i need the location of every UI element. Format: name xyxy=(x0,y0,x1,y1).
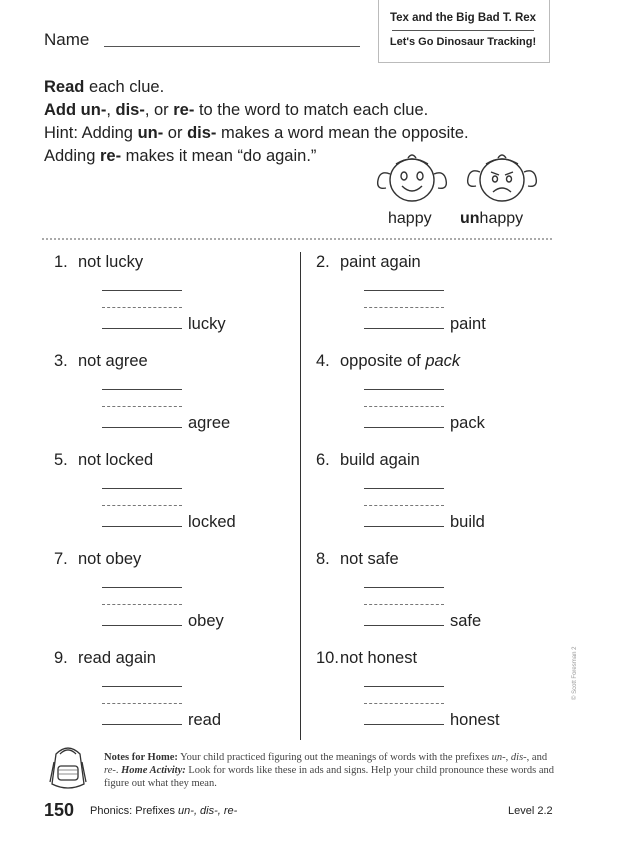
handwriting-mid-line xyxy=(102,505,182,506)
handwriting-top-line xyxy=(102,587,182,588)
exercise-clue xyxy=(54,352,148,371)
handwriting-mid-line xyxy=(364,703,444,704)
book-title-box xyxy=(378,0,550,63)
book-subtitle: Let's Go Dinosaur Tracking! xyxy=(389,36,537,48)
unhappy-face-icon xyxy=(468,155,537,201)
handwriting-top-line xyxy=(102,686,182,687)
happy-label: happy xyxy=(388,210,432,227)
exercise-clue xyxy=(316,550,399,569)
exercise-number: 8. xyxy=(316,550,330,568)
base-word: lucky xyxy=(188,315,226,333)
answer-blank[interactable] xyxy=(102,625,182,626)
base-word: safe xyxy=(450,612,482,630)
handwriting-mid-line xyxy=(364,307,444,308)
answer-blank[interactable] xyxy=(364,427,444,428)
book-title-rule xyxy=(392,30,534,31)
handwriting-mid-line xyxy=(102,604,182,605)
handwriting-mid-line xyxy=(364,604,444,605)
exercise-clue xyxy=(54,649,156,668)
base-word: read xyxy=(188,711,222,729)
exercise-clue xyxy=(316,451,420,470)
base-word: pack xyxy=(450,414,485,432)
footer-subject: Phonics: Prefixes un-, dis-, re- xyxy=(90,805,238,817)
exercise-number: 2. xyxy=(316,253,330,271)
footer-level: Level 2.2 xyxy=(508,805,553,817)
column-divider xyxy=(300,252,301,740)
handwriting-top-line xyxy=(102,290,182,291)
exercise-number: 5. xyxy=(54,451,68,469)
instruction-line-2: Add un-, dis-, or re- to the word to match each clue. xyxy=(44,101,429,119)
exercise-number: 9. xyxy=(54,649,68,667)
clue-text: read again xyxy=(78,649,156,667)
clue-text: opposite of xyxy=(340,352,426,370)
handwriting-mid-line xyxy=(364,406,444,407)
answer-blank[interactable] xyxy=(102,427,182,428)
handwriting-mid-line xyxy=(102,406,182,407)
handwriting-top-line xyxy=(364,587,444,588)
instruction-line-4: Adding re- makes it mean “do again.” xyxy=(44,147,317,165)
answer-blank[interactable] xyxy=(102,724,182,725)
happy-face-icon xyxy=(378,155,447,201)
exercise-number: 1. xyxy=(54,253,68,271)
clue-text: not locked xyxy=(78,451,154,469)
base-word: paint xyxy=(450,315,486,333)
name-label: Name xyxy=(44,30,90,49)
clue-text: paint again xyxy=(340,253,421,271)
clue-text: not obey xyxy=(78,550,142,568)
page-number: 150 xyxy=(44,800,75,820)
clue-text: not safe xyxy=(340,550,399,568)
answer-blank[interactable] xyxy=(102,328,182,329)
handwriting-top-line xyxy=(364,389,444,390)
instruction-line-1: Read each clue. xyxy=(44,78,165,96)
clue-text: not agree xyxy=(78,352,148,370)
answer-blank[interactable] xyxy=(364,526,444,527)
handwriting-top-line xyxy=(364,686,444,687)
base-word: obey xyxy=(188,612,224,630)
exercise-clue xyxy=(54,451,153,470)
backpack-icon xyxy=(46,742,90,792)
exercise-clue xyxy=(316,649,417,668)
clue-italic-text: pack xyxy=(425,352,461,370)
instruction-hint: Hint: Adding un- or dis- makes a word mean the opposite. xyxy=(44,124,469,142)
base-word: build xyxy=(450,513,485,531)
copyright-credit: © Scott Foresman 2 xyxy=(572,646,578,700)
notes-for-home: Notes for Home: Your child practiced figuring out the meanings of words with the prefixes un-, dis-, and re-. Home Activity: Look for words like these in ads and signs. Help your child pronounce these words and figure out what they mean. xyxy=(104,752,555,789)
base-word: agree xyxy=(188,414,231,432)
clue-text: not honest xyxy=(340,649,418,667)
exercise-number: 4. xyxy=(316,352,330,370)
exercise-clue xyxy=(316,253,421,272)
base-word: honest xyxy=(450,711,500,729)
exercise-number: 6. xyxy=(316,451,330,469)
name-field[interactable] xyxy=(104,46,360,47)
handwriting-top-line xyxy=(364,290,444,291)
answer-blank[interactable] xyxy=(102,526,182,527)
answer-blank[interactable] xyxy=(364,625,444,626)
exercise-clue xyxy=(316,352,460,371)
unhappy-label: unhappy xyxy=(460,210,524,227)
handwriting-top-line xyxy=(102,389,182,390)
section-divider xyxy=(42,238,552,240)
handwriting-mid-line xyxy=(364,505,444,506)
book-title: Tex and the Big Bad T. Rex xyxy=(389,12,537,24)
clue-text: not lucky xyxy=(78,253,144,271)
happy-unhappy-faces-illustration xyxy=(372,152,542,208)
exercise-number: 7. xyxy=(54,550,68,568)
exercise-number: 3. xyxy=(54,352,68,370)
exercise-clue xyxy=(54,253,143,272)
answer-blank[interactable] xyxy=(364,724,444,725)
exercise-clue xyxy=(54,550,141,569)
handwriting-top-line xyxy=(364,488,444,489)
handwriting-mid-line xyxy=(102,703,182,704)
base-word: locked xyxy=(188,513,236,531)
exercise-number: 10. xyxy=(316,649,339,667)
answer-blank[interactable] xyxy=(364,328,444,329)
handwriting-top-line xyxy=(102,488,182,489)
clue-text: build again xyxy=(340,451,420,469)
handwriting-mid-line xyxy=(102,307,182,308)
